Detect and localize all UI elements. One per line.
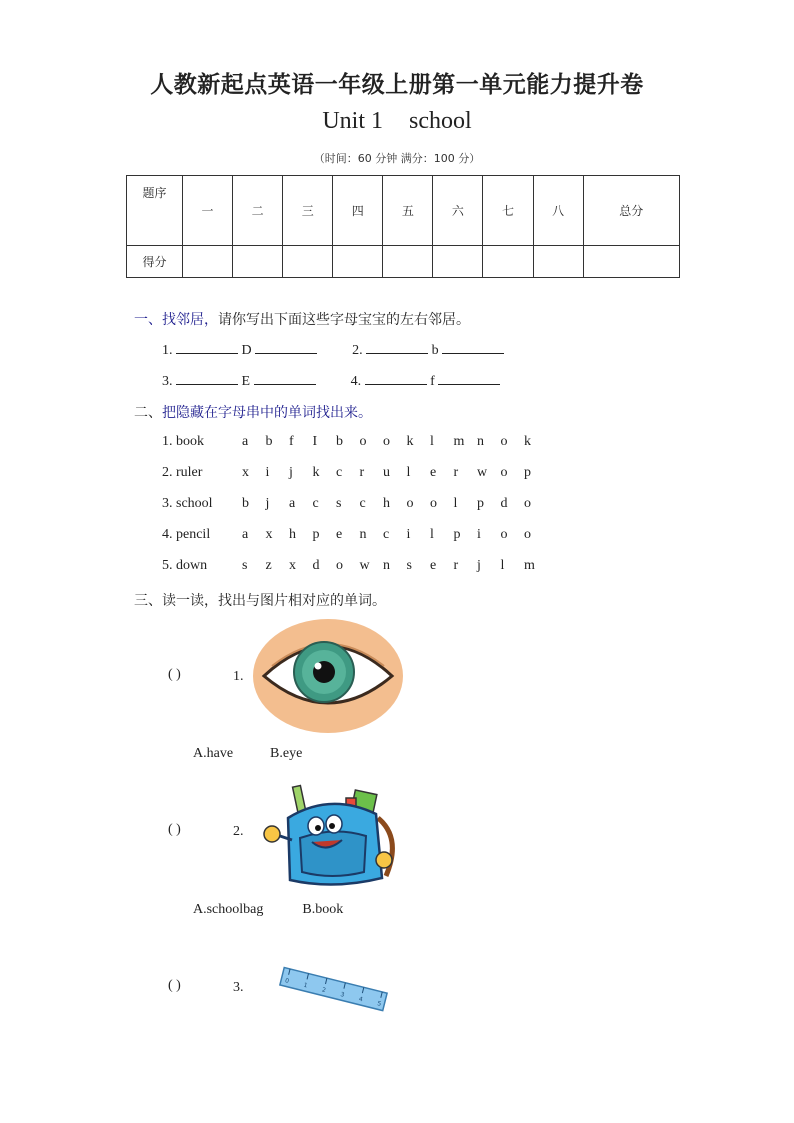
letter-cell[interactable]: o: [430, 496, 437, 511]
letter-cell[interactable]: c: [359, 496, 366, 511]
letter-row: [162, 465, 548, 481]
score-cell[interactable]: [583, 246, 679, 278]
neighbor-item-number: 3.: [162, 374, 173, 389]
letter-cell[interactable]: I: [312, 434, 318, 449]
answer-blank[interactable]: [366, 341, 428, 354]
score-table: [126, 175, 680, 278]
neighbor-letter: b: [431, 343, 439, 358]
letter-cell[interactable]: u: [383, 465, 390, 480]
letter-cell[interactable]: p: [524, 465, 531, 480]
letter-cell[interactable]: d: [312, 558, 320, 573]
letter-sequence: [242, 527, 548, 542]
answer-blank[interactable]: [176, 341, 238, 354]
letter-cell[interactable]: k: [406, 434, 414, 449]
letter-cell[interactable]: c: [383, 527, 390, 542]
score-table-column: 一: [183, 176, 233, 246]
neighbor-row-1: [162, 341, 504, 359]
letter-cell[interactable]: h: [289, 527, 296, 542]
score-table-row-label: 题序: [127, 176, 183, 246]
score-table-column: 五: [383, 176, 433, 246]
answer-parentheses[interactable]: ( ): [168, 822, 181, 837]
ruler-body: [280, 968, 387, 1011]
letter-sequence: [242, 496, 548, 511]
score-cell[interactable]: [283, 246, 333, 278]
letter-cell[interactable]: o: [524, 527, 531, 542]
score-table-column: 八: [533, 176, 583, 246]
letter-cell[interactable]: x: [242, 465, 249, 480]
letter-cell[interactable]: j: [477, 558, 481, 573]
letter-cell[interactable]: n: [359, 527, 367, 542]
section-1-prefix: 一、找邻居，: [134, 312, 218, 328]
letter-cell[interactable]: l: [453, 496, 458, 511]
option-b[interactable]: B.book: [302, 902, 344, 917]
section-2-prefix: 二、: [134, 405, 162, 421]
score-cell[interactable]: [233, 246, 283, 278]
letter-cell[interactable]: o: [500, 434, 508, 449]
letter-cell[interactable]: w: [359, 558, 370, 573]
letter-cell[interactable]: i: [265, 465, 270, 480]
letter-cell[interactable]: r: [453, 465, 459, 480]
score-table-header-row: [127, 176, 680, 246]
letter-cell[interactable]: o: [500, 465, 508, 480]
answer-blank[interactable]: [442, 341, 504, 354]
letter-cell[interactable]: d: [500, 496, 508, 511]
unit-subtitle: [0, 108, 794, 135]
ruler-tick-label: 1: [302, 981, 309, 990]
letter-cell[interactable]: r: [453, 558, 459, 573]
score-cell[interactable]: [333, 246, 383, 278]
letter-cell[interactable]: n: [383, 558, 390, 573]
letter-cell[interactable]: w: [477, 465, 488, 480]
letter-cell[interactable]: a: [242, 434, 249, 449]
exam-meta: （时间：60 分钟 满分：100 分）: [313, 152, 481, 165]
ruler-picture: [276, 964, 390, 1018]
neighbor-row-2: [162, 372, 500, 390]
letter-cell[interactable]: b: [265, 434, 273, 449]
letter-cell[interactable]: r: [359, 465, 365, 480]
unit-number: Unit 1: [322, 108, 383, 134]
schoolbag-picture: [260, 778, 410, 890]
letter-cell[interactable]: o: [383, 434, 390, 449]
neighbor-item-number: 4.: [350, 374, 362, 389]
letter-cell[interactable]: e: [336, 527, 343, 542]
score-table-column: 四: [333, 176, 383, 246]
letter-cell[interactable]: c: [336, 465, 343, 480]
section-2-instruction: 把隐藏在字母串中的单词找出来。: [162, 405, 372, 421]
score-cell[interactable]: [483, 246, 533, 278]
letter-cell[interactable]: x: [289, 558, 296, 573]
target-word: 1. book: [162, 434, 204, 449]
score-table-column: 六: [433, 176, 483, 246]
letter-cell[interactable]: e: [430, 465, 437, 480]
letter-cell[interactable]: b: [242, 496, 249, 511]
question-number: 1.: [233, 669, 244, 684]
neighbor-item-number: 2.: [352, 343, 363, 358]
bag-pupil-right: [329, 823, 335, 829]
letter-cell[interactable]: k: [312, 465, 320, 480]
letter-cell[interactable]: a: [289, 496, 296, 511]
letter-cell[interactable]: o: [406, 496, 414, 511]
target-word: 5. down: [162, 558, 208, 573]
letter-cell[interactable]: i: [406, 527, 411, 542]
letter-cell[interactable]: o: [524, 496, 531, 511]
letter-sequence: [242, 434, 548, 449]
letter-cell[interactable]: s: [336, 496, 342, 511]
neighbor-letter: f: [430, 374, 435, 389]
option-b[interactable]: B.eye: [270, 746, 303, 761]
letter-cell[interactable]: f: [289, 434, 294, 449]
score-cell[interactable]: [183, 246, 233, 278]
letter-cell[interactable]: e: [430, 558, 437, 573]
ruler-tick-label: 5: [376, 1000, 382, 1008]
score-cell[interactable]: [383, 246, 433, 278]
letter-cell[interactable]: n: [477, 434, 484, 449]
section-1-heading: [134, 309, 470, 329]
bag-hand-right: [376, 852, 392, 868]
letter-cell[interactable]: l: [500, 558, 505, 573]
answer-blank[interactable]: [254, 372, 316, 385]
letter-sequence: [242, 558, 548, 573]
option-a[interactable]: A.schoolbag: [193, 902, 264, 917]
section-1-instruction: 请你写出下面这些字母宝宝的左右邻居。: [218, 312, 470, 328]
letter-cell[interactable]: l: [430, 434, 434, 449]
letter-row: [162, 434, 548, 450]
target-word: 4. pencil: [162, 527, 211, 542]
letter-cell[interactable]: b: [336, 434, 343, 449]
letter-cell[interactable]: o: [336, 558, 343, 573]
score-table-column: 总分: [583, 176, 679, 246]
section-2-heading: [134, 402, 372, 422]
letter-cell[interactable]: o: [500, 527, 508, 542]
letter-cell[interactable]: l: [430, 527, 434, 542]
answer-blank[interactable]: [255, 341, 317, 354]
target-word: 3. school: [162, 496, 213, 511]
question-number: 3.: [233, 980, 244, 995]
ruler-tick-label: 2: [321, 986, 327, 995]
letter-cell[interactable]: h: [383, 496, 390, 511]
letter-cell[interactable]: l: [406, 465, 411, 480]
letter-sequence: [242, 465, 548, 480]
score-cell[interactable]: [433, 246, 483, 278]
letter-cell[interactable]: x: [265, 527, 273, 542]
score-cell[interactable]: [533, 246, 583, 278]
letter-cell[interactable]: p: [477, 496, 484, 511]
score-table-score-row: [127, 246, 680, 278]
page-title: 人教新起点英语一年级上册第一单元能力提升卷: [150, 72, 644, 98]
letter-row: [162, 558, 548, 574]
score-table-column: 二: [233, 176, 283, 246]
options-row: [193, 902, 343, 918]
ruler-tick-label: 0: [284, 977, 290, 985]
bag-hand-left: [264, 826, 280, 842]
section-3-heading: 三、读一读，找出与图片相对应的单词。: [134, 593, 386, 609]
letter-cell[interactable]: m: [453, 434, 465, 449]
question-number: 2.: [233, 824, 244, 839]
neighbor-item-number: 1.: [162, 343, 173, 358]
letter-cell[interactable]: j: [265, 496, 270, 511]
letter-row: [162, 496, 548, 512]
letter-cell[interactable]: j: [289, 465, 293, 480]
bag-pocket: [300, 831, 366, 876]
score-table-column: 三: [283, 176, 333, 246]
letter-row: [162, 527, 548, 543]
letter-cell[interactable]: o: [359, 434, 367, 449]
score-table-column: 七: [483, 176, 533, 246]
neighbor-letter: E: [241, 374, 251, 389]
unit-topic: school: [409, 108, 472, 134]
option-a[interactable]: A.have: [193, 746, 234, 761]
neighbor-letter: D: [241, 343, 252, 358]
eye-highlight: [315, 663, 322, 670]
letter-cell[interactable]: c: [312, 496, 319, 511]
ruler-tick-label: 4: [358, 995, 364, 1004]
bag-pupil-left: [315, 825, 321, 831]
answer-blank[interactable]: [176, 372, 238, 385]
letter-cell[interactable]: i: [477, 527, 481, 542]
letter-cell[interactable]: m: [524, 558, 535, 573]
letter-cell[interactable]: s: [406, 558, 412, 573]
letter-cell[interactable]: s: [242, 558, 248, 573]
target-word: 2. ruler: [162, 465, 203, 480]
ruler-tick-label: 3: [339, 991, 346, 999]
letter-cell[interactable]: k: [524, 434, 531, 449]
answer-blank[interactable]: [438, 372, 500, 385]
letter-cell[interactable]: a: [242, 527, 249, 542]
eye-picture: [252, 618, 404, 734]
answer-parentheses[interactable]: ( ): [168, 978, 181, 993]
letter-cell[interactable]: z: [265, 558, 272, 573]
options-row: [193, 746, 302, 762]
answer-blank[interactable]: [365, 372, 427, 385]
letter-cell[interactable]: p: [312, 527, 320, 542]
letter-cell[interactable]: p: [453, 527, 461, 542]
score-table-row-label: 得分: [127, 246, 183, 278]
answer-parentheses[interactable]: ( ): [168, 667, 181, 682]
